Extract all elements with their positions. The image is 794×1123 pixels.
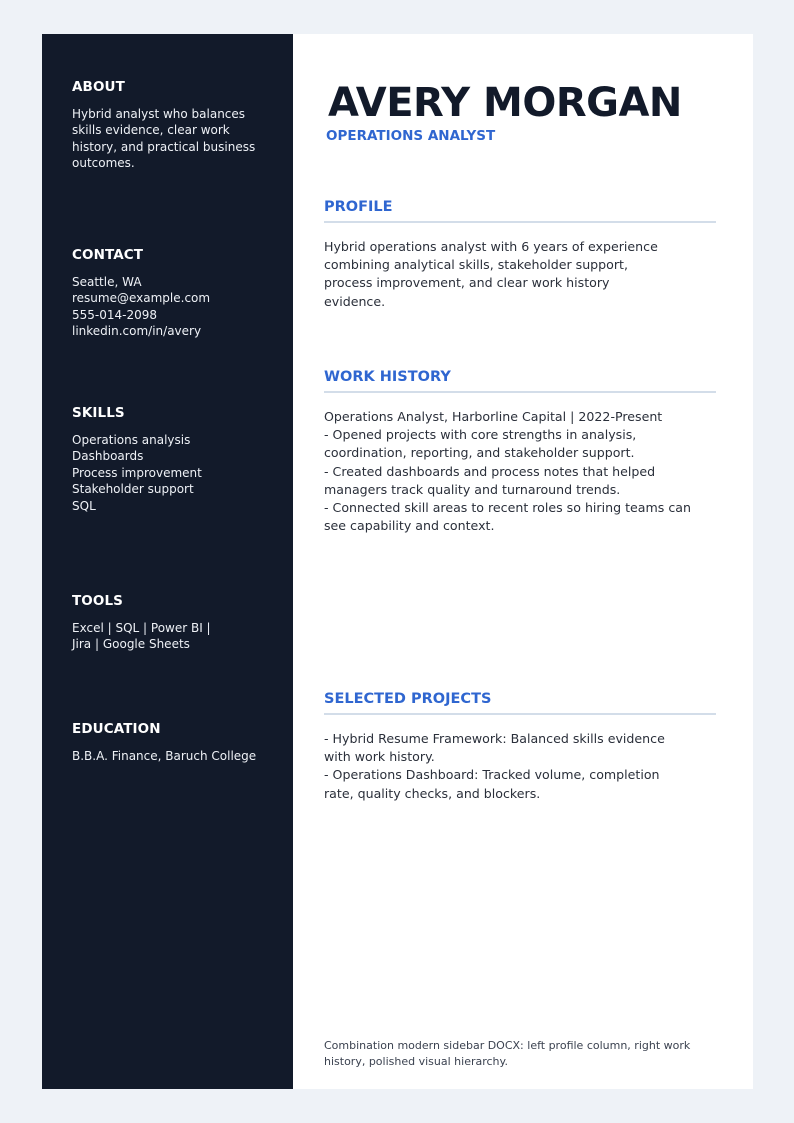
about-section [72,79,272,172]
contact-phone: 555-014-2098 [72,307,158,322]
work-history-section [324,368,716,535]
main-column [324,34,724,1089]
about-text: Hybrid analyst who balances skills evidence, clear work history, and practical business outcomes. [72,107,256,171]
work-history-heading: WORK HISTORY [324,368,716,393]
contact-section [72,247,272,340]
tools-heading: TOOLS [72,593,123,609]
project-item: - Operations Dashboard: Tracked volume, completion rate, quality checks, and blockers. [324,767,660,801]
job-title-line: Operations Analyst, Harborline Capital | 2022-Present [324,409,663,424]
skill-item: Process improvement [72,465,202,480]
profile-text: Hybrid operations analyst with 6 years of experience combining analytical skills, stakeholder support, process improvement, and clear work history evidence. [324,239,658,309]
tools-text: Excel | SQL | Power BI | Jira | Google Sheets [72,621,211,652]
job-bullet: - Connected skill areas to recent roles so hiring teams can see capability and context. [324,500,691,534]
education-heading: EDUCATION [72,721,161,737]
profile-section [324,198,716,311]
project-item: - Hybrid Resume Framework: Balanced skills evidence with work history. [324,731,665,765]
candidate-role: OPERATIONS ANALYST [326,128,496,144]
skills-section [72,405,272,514]
contact-heading: CONTACT [72,247,144,263]
education-section [72,721,272,764]
education-text: B.B.A. Finance, Baruch College [72,749,257,763]
skill-item: Operations analysis [72,433,191,447]
projects-heading: SELECTED PROJECTS [324,690,716,715]
skill-item: Dashboards [72,449,144,464]
projects-section [324,690,716,803]
candidate-name: AVERY MORGAN [328,80,682,126]
job-bullet: - Opened projects with core strengths in analysis, coordination, reporting, and stakeholder support. [324,427,637,461]
tools-section [72,593,232,653]
skill-item: Stakeholder support [72,482,194,497]
contact-location: Seattle, WA [72,275,142,289]
job-bullet: - Created dashboards and process notes that helped managers track quality and turnaround trends. [324,463,656,497]
skill-item: SQL [72,498,96,513]
profile-heading: PROFILE [324,198,716,223]
skills-heading: SKILLS [72,405,125,421]
about-heading: ABOUT [72,79,125,95]
footnote: Combination modern sidebar DOCX: left profile column, right work history, polished visual hierarchy. [324,1039,691,1068]
resume-page [42,34,753,1089]
sidebar [42,34,293,1089]
contact-email[interactable]: resume@example.com [72,291,211,306]
contact-linkedin[interactable]: linkedin.com/in/avery [72,324,202,339]
